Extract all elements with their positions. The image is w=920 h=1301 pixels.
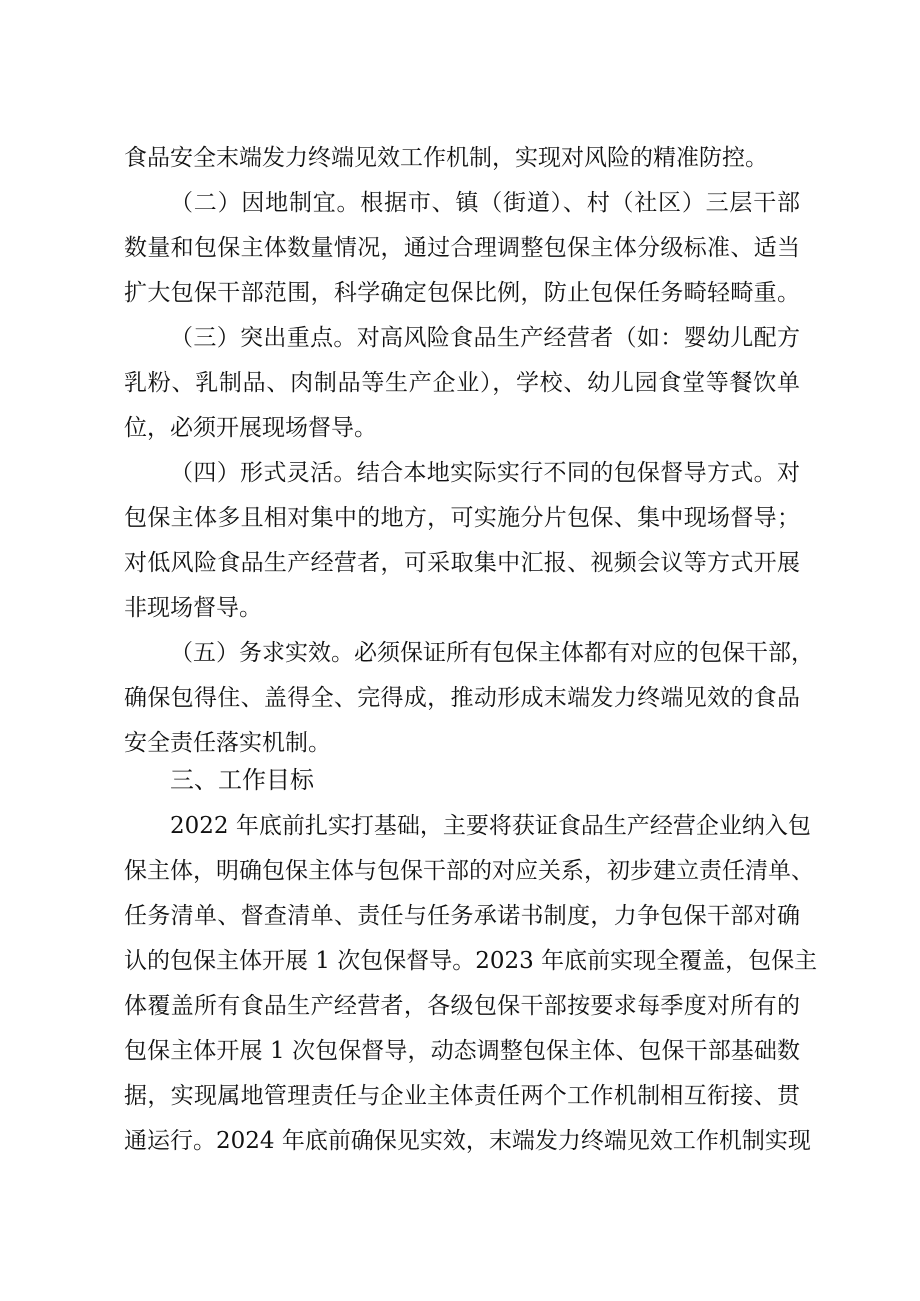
body-text-line: 对低风险食品生产经营者，可采取集中汇报、视频会议等方式开展 [124,550,800,576]
body-text-line: 食品安全末端发力终端见效工作机制，实现对风险的精准防控。 [124,145,768,171]
body-text-line: 数量和包保主体数量情况，通过合理调整包保主体分级标准、适当 [124,235,800,261]
body-text-line: 据，实现属地管理责任与企业主体责任两个工作机制相互衔接、贯 [124,1083,800,1109]
body-text-line: 扩大包保干部范围，科学确定包保比例，防止包保任务畸轻畸重。 [124,280,800,306]
body-text-line: 认的包保主体开展 1 次包保督导。2023 年底前实现全覆盖，包保主 [124,948,818,974]
body-text-line: （三）突出重点。对高风险食品生产经营者（如：婴幼儿配方 [170,325,800,351]
body-text-line: 位，必须开展现场督导。 [124,415,377,441]
body-text-line: 保主体，明确包保主体与包保干部的对应关系，初步建立责任清单、 [124,858,814,884]
body-text-line: 包保主体多且相对集中的地方，可实施分片包保、集中现场督导； [124,505,800,531]
body-text-line: 确保包得住、盖得全、完得成，推动形成末端发力终端见效的食品 [124,685,800,711]
body-text-line: （五）务求实效。必须保证所有包保主体都有对应的包保干部， [170,640,814,666]
body-text-line: 任务清单、督查清单、责任与任务承诺书制度，力争包保干部对确 [124,903,800,929]
body-text-line: 2022 年底前扎实打基础，主要将获证食品生产经营企业纳入包 [170,813,811,839]
body-text-line: 乳粉、乳制品、肉制品等生产企业），学校、幼儿园食堂等餐饮单 [124,370,800,396]
body-text-line: （四）形式灵活。结合本地实际实行不同的包保督导方式。对 [170,460,800,486]
body-text-line: 体覆盖所有食品生产经营者，各级包保干部按要求每季度对所有的 [124,993,800,1019]
body-text-line: 安全责任落实机制。 [124,730,331,756]
body-text-line: 包保主体开展 1 次包保督导，动态调整包保主体、包保干部基础数 [124,1038,800,1064]
body-text-line: 非现场督导。 [124,595,262,621]
body-text-line: （二）因地制宜。根据市、镇（街道）、村（社区）三层干部 [170,190,800,216]
section-heading: 三、工作目标 [170,766,314,794]
body-text-line: 通运行。2024 年底前确保见实效，末端发力终端见效工作机制实现 [124,1128,811,1154]
